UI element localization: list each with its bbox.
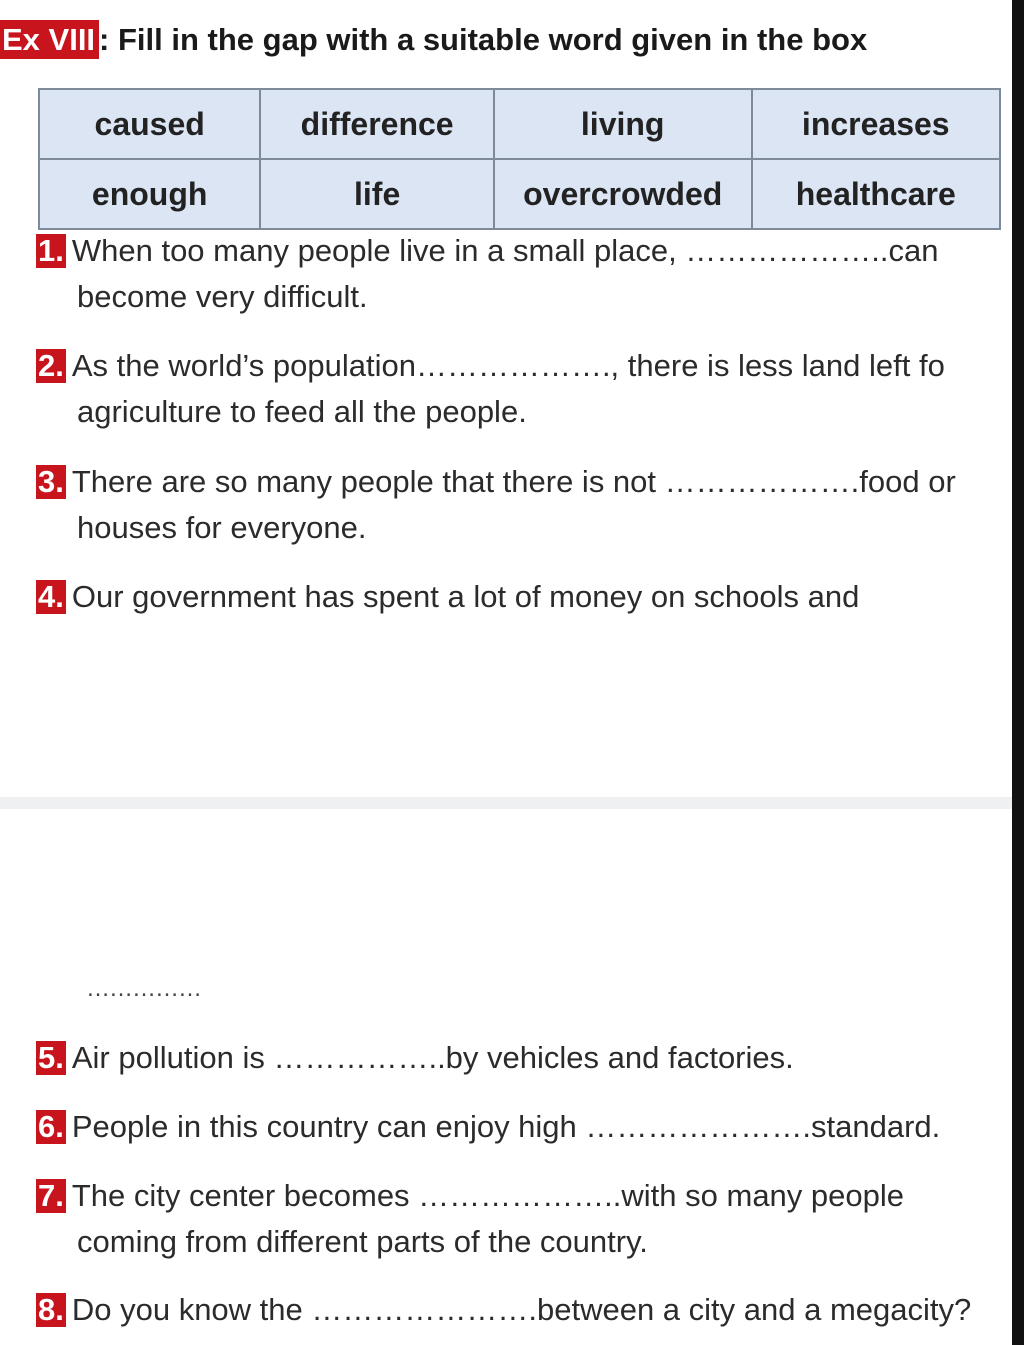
question-3 — [36, 459, 956, 551]
question-number: 3. — [38, 464, 64, 499]
question-1 — [36, 228, 939, 320]
question-5 — [36, 1035, 794, 1081]
question-number: 6. — [38, 1109, 64, 1144]
word-cell: caused — [39, 89, 260, 159]
right-edge-border — [1012, 0, 1024, 1345]
question-number: 2. — [38, 348, 64, 383]
word-cell: difference — [260, 89, 494, 159]
question-text-continued: houses for everyone. — [77, 510, 367, 545]
question-text-continued: agriculture to feed all the people. — [77, 394, 527, 429]
word-cell: living — [494, 89, 752, 159]
page-divider — [0, 797, 1012, 809]
word-cell: healthcare — [752, 159, 1000, 229]
answer-blank: …………… — [86, 975, 201, 1002]
question-6 — [36, 1104, 940, 1150]
question-4 — [36, 574, 859, 620]
question-text: Do you know the ………………….between a city and a megacity? — [71, 1292, 972, 1327]
exercise-title — [0, 22, 867, 58]
question-number: 4. — [38, 579, 64, 614]
question-text: People in this country can enjoy high ………………….standard. — [71, 1109, 941, 1144]
question-number: 5. — [38, 1040, 64, 1075]
word-box-row — [39, 159, 1000, 229]
exercise-instruction: : Fill in the gap with a suitable word given in the box — [99, 22, 868, 57]
question-text: Our government has spent a lot of money on schools and — [71, 579, 860, 614]
question-text: The city center becomes ………………..with so many people — [71, 1178, 905, 1213]
question-text: Air pollution is ……………..by vehicles and factories. — [71, 1040, 794, 1075]
exercise-tag: Ex VIII — [0, 20, 99, 59]
word-cell: increases — [752, 89, 1000, 159]
word-cell: life — [260, 159, 494, 229]
question-text: When too many people live in a small place, ………………..can — [71, 233, 939, 268]
question-number: 1. — [38, 233, 64, 268]
question-number: 7. — [38, 1178, 64, 1213]
question-7 — [36, 1173, 904, 1265]
question-text: As the world’s population………………., there is less land left fo — [71, 348, 945, 383]
word-box-row — [39, 89, 1000, 159]
word-box — [38, 88, 1001, 230]
word-cell: overcrowded — [494, 159, 752, 229]
word-cell: enough — [39, 159, 260, 229]
question-number: 8. — [38, 1292, 64, 1327]
question-text-continued: coming from different parts of the country. — [77, 1224, 648, 1259]
question-8 — [36, 1287, 971, 1333]
question-text-continued: become very difficult. — [77, 279, 368, 314]
question-2 — [36, 343, 945, 435]
question-text: There are so many people that there is not ……………….food or — [71, 464, 956, 499]
